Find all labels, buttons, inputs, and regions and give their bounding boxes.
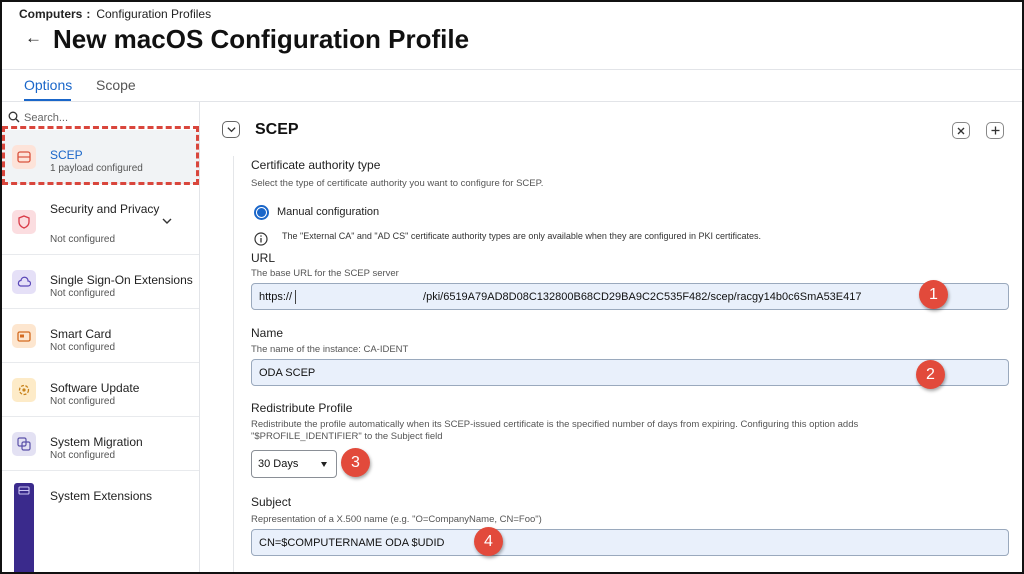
sidebar-item-status: Not configured xyxy=(50,450,116,461)
sidebar-item-label: Single Sign-On Extensions xyxy=(50,273,193,287)
sidebar-item-status: Not configured xyxy=(50,396,116,407)
sidebar-item-scep[interactable] xyxy=(0,130,199,184)
info-icon xyxy=(254,232,268,246)
caret-down-icon xyxy=(321,462,327,467)
gear-update-icon xyxy=(12,378,36,402)
section-title: SCEP xyxy=(255,121,299,138)
add-payload-button[interactable] xyxy=(986,122,1004,139)
smart-card-icon xyxy=(12,324,36,348)
close-icon xyxy=(957,127,965,135)
chevron-down-icon xyxy=(227,125,236,134)
active-tab-indicator xyxy=(24,99,71,101)
collapse-section-button[interactable] xyxy=(222,121,240,138)
subject-input[interactable] xyxy=(251,529,1009,556)
sidebar-item-label: Software Update xyxy=(50,381,140,395)
remove-payload-button[interactable] xyxy=(952,122,970,139)
sidebar-item-label: Smart Card xyxy=(50,327,112,341)
ca-type-label: Certificate authority type xyxy=(251,158,381,172)
ca-type-info-text: The "External CA" and "AD CS" certificate authority types are only available when they are configured in PKI certificates. xyxy=(282,231,762,241)
sidebar-item-label: System Migration xyxy=(50,435,143,449)
sidebar-item-label: SCEP xyxy=(50,148,83,162)
migration-icon xyxy=(12,432,36,456)
callout-badge-4: 4 xyxy=(474,527,503,556)
breadcrumb-current: Configuration Profiles xyxy=(96,7,212,21)
name-input[interactable] xyxy=(251,359,1009,386)
subject-label: Subject xyxy=(251,495,292,509)
scep-icon xyxy=(12,145,36,169)
callout-badge-3: 3 xyxy=(341,448,370,477)
sidebar-item-status: Not configured xyxy=(50,234,116,245)
callout-badge-1: 1 xyxy=(919,280,948,309)
search-icon xyxy=(8,111,20,123)
sidebar-item-smart-card[interactable] xyxy=(0,309,199,363)
tab-bar xyxy=(0,70,1024,102)
name-value: ODA SCEP xyxy=(259,366,316,379)
sidebar-item-status: 1 payload configured xyxy=(50,163,143,174)
subject-description: Representation of a X.500 name (e.g. "O=CompanyName, CN=Foo") xyxy=(251,514,542,525)
url-value-prefix: https:// xyxy=(259,290,293,303)
sidebar-item-label: System Extensions xyxy=(50,489,153,503)
url-description: The base URL for the SCEP server xyxy=(251,268,399,279)
redistribute-description: Redistribute the profile automatically when its SCEP-issued certificate is the specified number of days from expiring. Configuring this option adds "$PROFILE_IDENTIFIER" to the Subject field xyxy=(251,419,859,442)
payload-sidebar xyxy=(0,102,200,574)
shield-icon xyxy=(12,210,36,234)
sidebar-item-label: Security and Privacy xyxy=(50,202,160,216)
tab-options[interactable]: Options xyxy=(24,77,73,93)
redistribute-select[interactable] xyxy=(251,450,337,478)
url-input[interactable] xyxy=(251,283,1009,310)
manual-configuration-radio[interactable] xyxy=(254,205,269,220)
redistribute-label: Redistribute Profile xyxy=(251,401,353,415)
ca-type-description: Select the type of certificate authority you want to configure for SCEP. xyxy=(251,178,544,189)
chevron-down-icon[interactable] xyxy=(162,216,172,226)
text-cursor xyxy=(295,290,296,304)
sidebar-item-software-update[interactable] xyxy=(0,363,199,417)
sidebar-item-sso-extensions[interactable] xyxy=(0,255,199,309)
name-description: The name of the instance: CA-IDENT xyxy=(251,344,409,355)
section-divider xyxy=(233,156,234,574)
redistribute-selected: 30 Days xyxy=(258,458,299,470)
sidebar-item-system-extensions[interactable] xyxy=(0,471,199,574)
back-arrow-icon[interactable]: ← xyxy=(25,28,42,47)
sidebar-item-security-privacy[interactable] xyxy=(0,184,199,255)
plus-icon xyxy=(991,126,1000,135)
search-input[interactable] xyxy=(24,110,194,126)
tab-scope[interactable]: Scope xyxy=(96,77,136,93)
extension-icon xyxy=(14,483,34,573)
sidebar-search xyxy=(8,110,193,128)
subject-value: CN=$COMPUTERNAME ODA $UDID xyxy=(259,536,445,549)
breadcrumb-separator: : xyxy=(86,7,91,21)
manual-configuration-label: Manual configuration xyxy=(277,206,380,218)
name-label: Name xyxy=(251,326,284,340)
sidebar-item-status: Not configured xyxy=(50,288,116,299)
page-header xyxy=(0,0,1024,70)
callout-badge-2: 2 xyxy=(916,360,945,389)
sidebar-item-system-migration[interactable] xyxy=(0,417,199,471)
sidebar-item-status: Not configured xyxy=(50,342,116,353)
url-value-suffix: /pki/6519A79AD8D08C132800B68CD29BA9C2C535F482/scep/racgy14b0c6SmA53E417 xyxy=(423,290,862,303)
breadcrumb-parent[interactable]: Computers xyxy=(19,7,83,21)
cloud-key-icon xyxy=(12,270,36,294)
page-title: New macOS Configuration Profile xyxy=(53,24,470,54)
payload-editor xyxy=(200,102,1024,574)
url-label: URL xyxy=(251,251,276,265)
breadcrumb xyxy=(19,7,211,21)
